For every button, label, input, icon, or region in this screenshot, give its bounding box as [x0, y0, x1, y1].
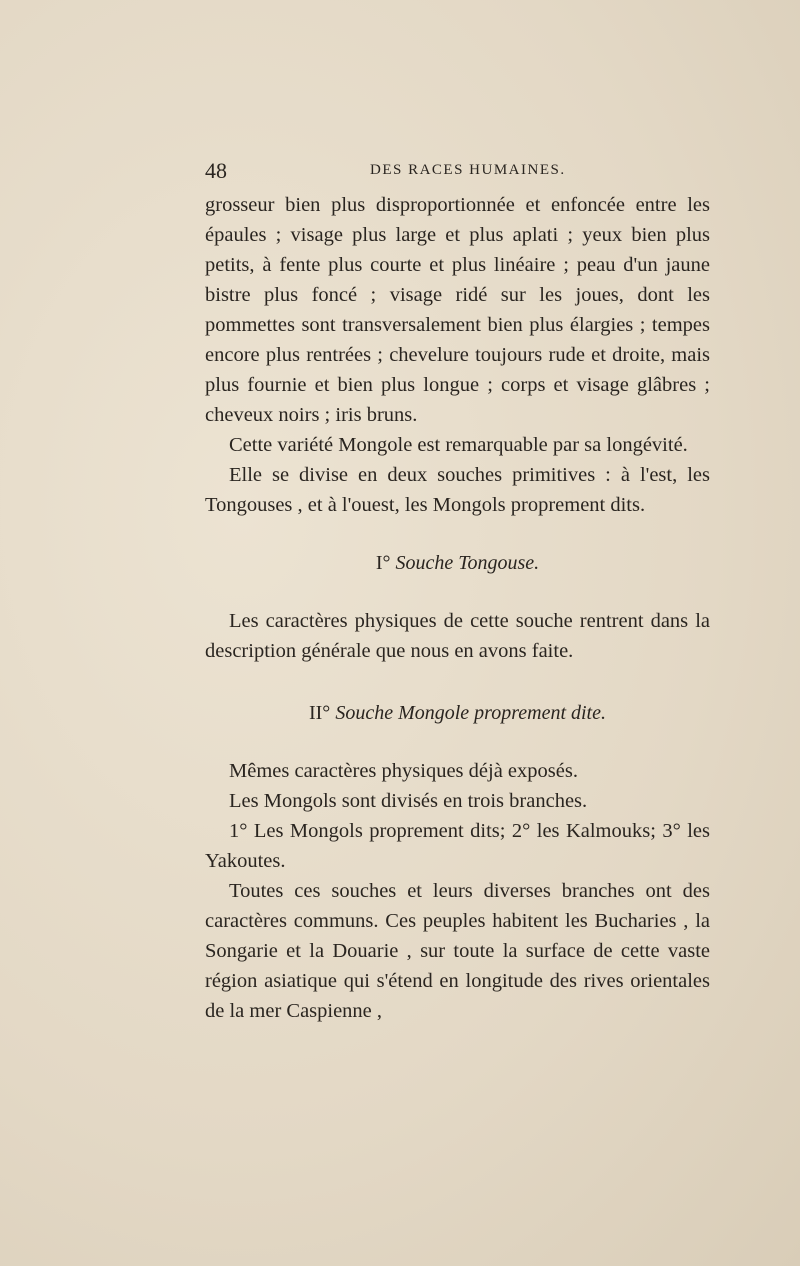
section-heading-mongole — [205, 698, 710, 728]
paragraph: grosseur bien plus disproportionnée et enfoncée entre les épaules ; visage plus large et plus aplati ; yeux bien plus petits, à fente plus courte et plus linéaire ; peau d'un jaune bistre plus foncé ; visage ridé sur les joues, dont les pommettes sont transversalement bien plus élargies ; tempes encore plus rentrées ; chevelure toujours rude et droite, mais plus fournie et bien plus longue ; corps et visage glâbres ; cheveux noirs ; iris bruns. — [205, 194, 710, 426]
section-heading-tongouse — [205, 548, 710, 578]
paragraph: Les caractères physiques de cette souche rentrent dans la description générale que nous en avons faite. — [205, 610, 710, 662]
running-head: DES RACES HUMAINES. — [370, 162, 566, 178]
section-number: II° — [308, 702, 331, 724]
paragraph: Elle se divise en deux souches primitives : à l'est, les Tongouses , et à l'ouest, les Mongols proprement dits. — [205, 464, 710, 516]
paragraph: Cette variété Mongole est remarquable par sa longévité. — [229, 434, 688, 456]
paragraph: Les Mongols sont divisés en trois branches. — [229, 790, 588, 812]
paragraph: Mêmes caractères physiques déjà exposés. — [229, 760, 578, 782]
section-title: Souche Mongole proprement dite. — [335, 702, 606, 724]
page-header — [205, 158, 710, 188]
section-title: Souche Tongouse. — [395, 552, 540, 574]
body-text — [205, 190, 710, 1026]
paragraph: Toutes ces souches et leurs diverses branches ont des caractères communs. Ces peuples habitent les Bucharies , la Songarie et la Douarie , sur toute la surface de cette vaste région asiatique qui s'étend en longitude des rives orientales de la mer Caspienne , — [205, 880, 710, 1022]
paragraph: 1° Les Mongols proprement dits; 2° les Kalmouks; 3° les Yakoutes. — [205, 820, 710, 872]
page-number: 48 — [205, 158, 227, 183]
section-number: I° — [375, 552, 391, 574]
